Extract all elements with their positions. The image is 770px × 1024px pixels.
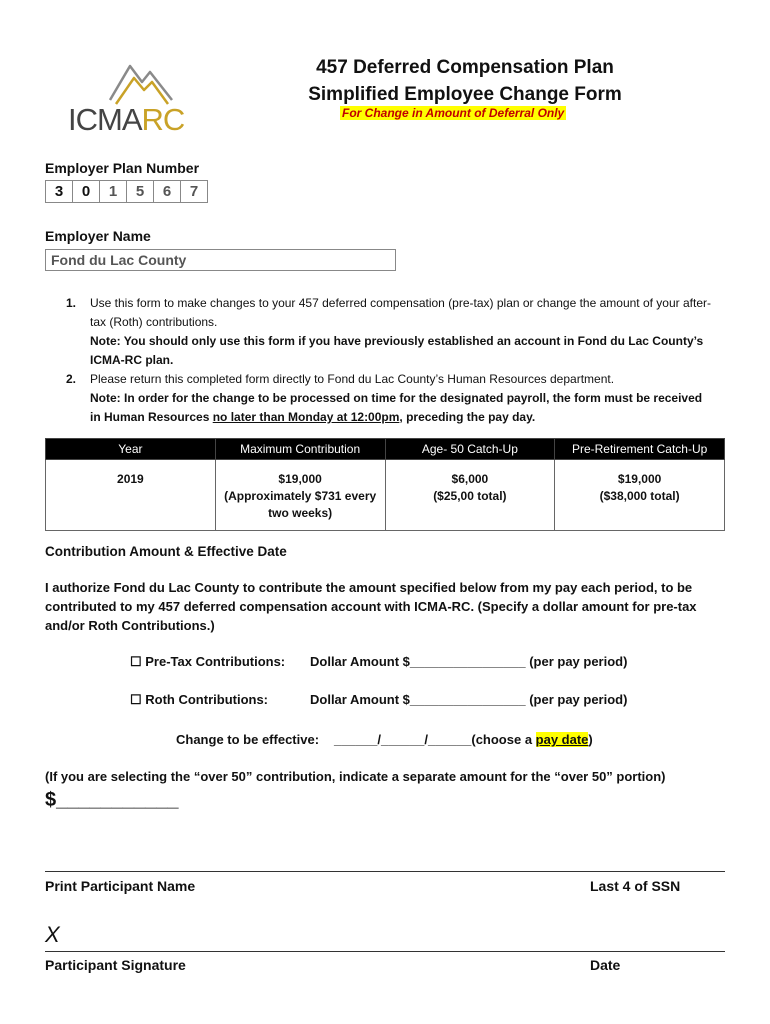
date-label: Date [590,957,621,973]
effective-date-field[interactable] [334,732,593,747]
instruction-item [62,294,712,370]
instruction-number: 2. [66,372,77,386]
authorization-text: I authorize Fond du Lac County to contribute the amount specified below from my pay each period, to be contributed to my 457 deferred compensation account with ICMA-RC. (Specify a dollar amount for pre-tax and/or Roth Contributions.) [45,580,697,633]
title-line-2: Simplified Employee Change Form [308,84,622,105]
title-line-1: 457 Deferred Compensation Plan [316,57,614,78]
print-name-label: Print Participant Name [45,878,196,894]
instruction-text: Please return this completed form directly to Fond du Lac County’s Human Resources department. [90,372,615,386]
cell-year: 2019 [46,460,216,531]
roth-checkbox[interactable]: ☐ Roth Contributions: [130,692,269,707]
pretax-dollar-amount-field[interactable]: Dollar Amount $________________ (per pay period) [310,654,628,669]
instruction-note: Note: You should only use this form if you have previously established an account in Fond du Lac County’s ICMA-RC plan. [90,334,704,367]
contribution-limits-table [45,438,725,531]
cell-max-amount: $19,000 [278,472,322,486]
cell-age50-amount: $6,000 [451,472,489,486]
ssn-label: Last 4 of SSN [590,878,681,894]
logo-rc: RC [141,102,185,137]
pay-date-highlight: pay date [535,732,589,747]
column-header-age50: Age- 50 Catch-Up [385,439,555,460]
form-subtitle: For Change in Amount of Deferral Only [342,106,565,120]
instructions-list [62,294,712,427]
plan-digit[interactable]: 0 [73,181,100,202]
instruction-note-post: , preceding the pay day. [399,410,536,424]
contribution-heading: Contribution Amount & Effective Date [45,544,287,559]
plan-digit[interactable]: 5 [127,181,154,202]
instruction-number: 1. [66,296,77,310]
plan-number-label: Employer Plan Number [45,160,200,176]
employer-name-label: Employer Name [45,228,151,244]
employer-name-field[interactable]: Fond du Lac County [45,249,396,271]
instruction-deadline: no later than Monday at 12:00pm [212,410,400,424]
instruction-note-pre: Note: In order for the change to be processed on time for the designated payroll, the form must be received in Human Resources [90,391,703,424]
cell-max [215,460,385,531]
cell-age50 [385,460,555,531]
cell-max-note-2: two weeks) [268,506,333,520]
plan-digit[interactable]: 3 [46,181,73,202]
name-ssn-line [45,871,725,872]
instruction-item [62,370,712,427]
effective-date-blanks: ______/______/______(choose a [334,732,536,747]
effective-date-label: Change to be effective: [176,732,320,747]
column-header-year: Year [46,439,216,460]
cell-preret [555,460,725,531]
form-title [300,54,630,108]
plan-digit[interactable]: 6 [154,181,181,202]
over50-amount-field[interactable]: $___________ [45,789,179,811]
plan-number-boxes [45,180,208,203]
plan-digit[interactable]: 1 [100,181,127,202]
over50-note: (If you are selecting the “over 50” contribution, indicate a separate amount for the “over 50” portion) [45,769,666,784]
icma-rc-logo [68,102,184,138]
pretax-checkbox[interactable]: ☐ Pre-Tax Contributions: [130,654,286,669]
roth-dollar-amount-field[interactable]: Dollar Amount $________________ (per pay period) [310,692,628,707]
plan-digit[interactable]: 7 [189,183,199,200]
cell-age50-total: ($25,00 total) [433,489,507,503]
table-header-row [46,439,725,460]
signature-x-mark: X [45,922,60,947]
logo-icma: ICMA [68,102,142,137]
cell-preret-total: ($38,000 total) [599,489,680,503]
column-header-max: Maximum Contribution [215,439,385,460]
signature-label: Participant Signature [45,957,186,973]
close-paren: ) [588,732,593,747]
cell-preret-amount: $19,000 [617,472,662,486]
instruction-text: Use this form to make changes to your 457 deferred compensation (pre-tax) plan or change the amount of your after-tax (Roth) contributions. [90,296,711,329]
column-header-preret: Pre-Retirement Catch-Up [555,439,725,460]
instruction-note [90,391,702,424]
signature-line[interactable] [45,951,725,952]
table-row [46,460,725,531]
cell-max-note: (Approximately $731 every [224,489,377,503]
